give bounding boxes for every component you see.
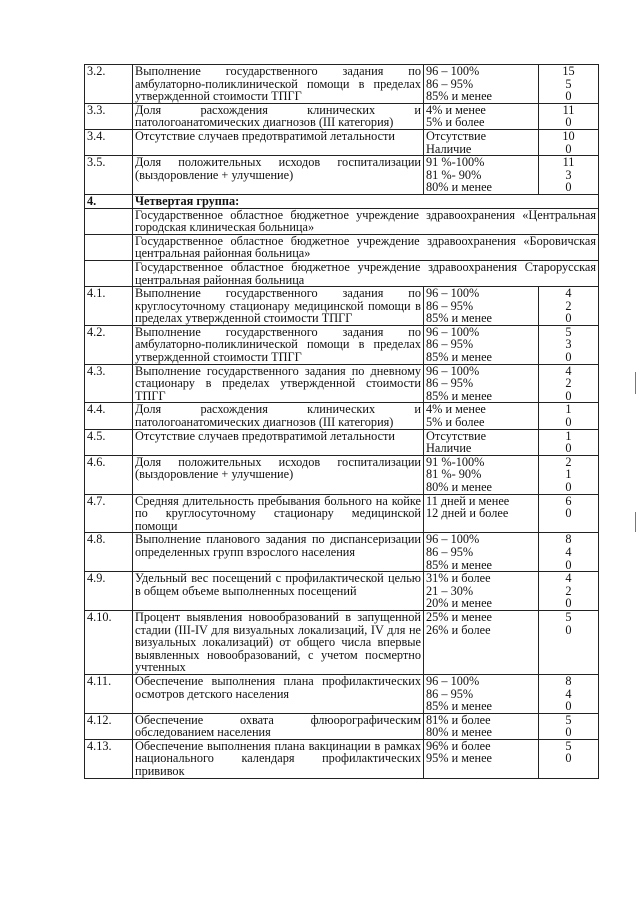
row-points <box>539 65 599 104</box>
row-number <box>85 325 133 364</box>
row-number-text: 3.3. <box>87 102 106 117</box>
row-number <box>85 65 133 104</box>
institution-row <box>85 260 599 286</box>
row-points <box>539 674 599 713</box>
points-line: 0 <box>565 622 572 637</box>
indicator-text: Доля расхождения клинических и патологоанатомических диагнозов (III категория) <box>135 402 425 430</box>
value-line: 80% и менее <box>426 725 493 740</box>
institution-name <box>133 208 599 234</box>
points-line: 11 <box>562 155 575 170</box>
points-line: 0 <box>565 115 572 130</box>
value-line: 95% и менее <box>426 751 493 766</box>
row-points <box>539 533 599 572</box>
indicator-text: Выполнение планового задания по диспансеризации определенных групп взрослого населения <box>135 532 425 559</box>
value-line: 96 – 100% <box>426 532 480 547</box>
indicator-text: Выполнение государственного задания по круглосуточному стационару медицинской помощи в пределах утвержденной стоимости ТПГГ <box>135 286 425 326</box>
value-line: Отсутствие <box>426 128 487 143</box>
points-line: 4 <box>565 686 572 701</box>
table-row <box>85 364 599 403</box>
points-line: 0 <box>565 415 572 430</box>
row-indicator <box>133 674 424 713</box>
row-values <box>424 103 539 129</box>
row-values <box>424 156 539 195</box>
institution-row <box>85 208 599 234</box>
points-line: 0 <box>565 699 572 714</box>
row-number <box>85 156 133 195</box>
points-line: 2 <box>565 583 572 598</box>
points-line: 5 <box>565 76 572 91</box>
row-indicator <box>133 287 424 326</box>
row-values <box>424 429 539 455</box>
table-row <box>85 65 599 104</box>
row-number-text: 4.9. <box>87 571 106 586</box>
indicator-text: Отсутствие случаев предотвратимой летальности <box>135 128 395 143</box>
group-title-text: Четвертая группа: <box>135 193 240 208</box>
indicator-text: Обеспечение выполнения плана профилактических осмотров детского населения <box>135 673 425 701</box>
value-line: 26% и более <box>426 622 491 637</box>
institution-number-blank <box>85 260 133 286</box>
indicator-text: Доля расхождения клинических и патологоанатомических диагнозов (III категория) <box>135 102 425 130</box>
row-points <box>539 739 599 778</box>
indicator-text: Выполнение государственного задания по амбулаторно-поликлинической помощи в пределах утвержденной стоимости ТПГГ <box>135 64 425 104</box>
indicator-text: Доля положительных исходов госпитализации (выздоровление + улучшение) <box>135 155 425 182</box>
row-indicator <box>133 429 424 455</box>
row-indicator <box>133 713 424 739</box>
row-number <box>85 713 133 739</box>
value-line: 86 – 95% <box>426 376 474 391</box>
row-points <box>539 429 599 455</box>
value-line: 85% и менее <box>426 557 493 572</box>
row-number <box>85 129 133 155</box>
row-indicator <box>133 403 424 429</box>
indicator-text: Выполнение государственного задания по дневному стационару в пределах утвержденной стоимости ТПГГ <box>135 363 425 403</box>
points-line: 4 <box>565 363 572 378</box>
row-number-text: 4.11. <box>87 673 112 688</box>
row-indicator <box>133 156 424 195</box>
value-line: 11 дней и менее <box>426 493 510 508</box>
points-line: 0 <box>565 506 572 521</box>
row-number-text: 4.3. <box>87 363 106 378</box>
points-line: 3 <box>565 167 572 182</box>
table-row <box>85 156 599 195</box>
row-number <box>85 572 133 611</box>
value-line: 81 %- 90% <box>426 167 482 182</box>
row-values <box>424 610 539 674</box>
row-points <box>539 713 599 739</box>
value-line: 12 дней и более <box>426 506 509 521</box>
row-number-text: 4.6. <box>87 454 106 469</box>
value-line: 91 %-100% <box>426 454 485 469</box>
row-values <box>424 364 539 403</box>
points-line: 0 <box>565 557 572 572</box>
row-number <box>85 287 133 326</box>
row-points <box>539 103 599 129</box>
table-row <box>85 287 599 326</box>
value-line: 96 – 100% <box>426 64 480 78</box>
value-line: 81% и более <box>426 712 491 727</box>
institution-number-blank <box>85 234 133 260</box>
points-line: 5 <box>565 609 572 624</box>
value-line: 86 – 95% <box>426 544 474 559</box>
value-line: 21 – 30% <box>426 583 474 598</box>
table-row <box>85 713 599 739</box>
row-values <box>424 287 539 326</box>
row-points <box>539 325 599 364</box>
row-number <box>85 429 133 455</box>
row-values <box>424 713 539 739</box>
value-line: 4% и менее <box>426 402 486 417</box>
group-title <box>133 194 599 208</box>
points-line: 5 <box>565 712 572 727</box>
row-number <box>85 364 133 403</box>
row-number-text: 3.2. <box>87 64 106 78</box>
row-indicator <box>133 533 424 572</box>
row-number-text: 4.7. <box>87 493 106 508</box>
scan-edge-mark <box>635 372 636 394</box>
indicator-text: Выполнение государственного задания по амбулаторно-поликлинической помощи в пределах утвержденной стоимости ТПГГ <box>135 324 425 365</box>
criteria-table <box>84 64 599 779</box>
value-line: 96 – 100% <box>426 286 480 301</box>
row-values <box>424 494 539 533</box>
value-line: Отсутствие <box>426 428 487 443</box>
indicator-text: Доля положительных исходов госпитализации (выздоровление + улучшение) <box>135 454 425 482</box>
points-line: 1 <box>565 467 572 482</box>
row-values <box>424 403 539 429</box>
table-row <box>85 610 599 674</box>
value-line: Наличие <box>426 441 472 456</box>
row-points <box>539 364 599 403</box>
row-indicator <box>133 103 424 129</box>
points-line: 1 <box>565 402 572 417</box>
points-line: 8 <box>565 673 572 688</box>
row-number <box>85 739 133 778</box>
row-values <box>424 65 539 104</box>
table-row <box>85 103 599 129</box>
row-number-text: 4.4. <box>87 402 106 417</box>
row-number-text: 4.1. <box>87 286 106 301</box>
points-line: 8 <box>565 532 572 547</box>
institution-row <box>85 234 599 260</box>
institution-name <box>133 234 599 260</box>
points-line: 2 <box>565 298 572 313</box>
row-points <box>539 572 599 611</box>
row-number <box>85 403 133 429</box>
row-number <box>85 610 133 674</box>
points-line: 4 <box>565 571 572 586</box>
scan-edge-mark <box>635 512 636 532</box>
indicator-text: Удельный вес посещений с профилактической целью в общем объеме выполненных посещений <box>135 571 425 598</box>
points-line: 0 <box>565 350 572 365</box>
row-indicator <box>133 610 424 674</box>
row-number-text: 3.4. <box>87 128 106 143</box>
row-number <box>85 455 133 494</box>
row-indicator <box>133 364 424 403</box>
table-row <box>85 674 599 713</box>
table-row <box>85 429 599 455</box>
points-line: 6 <box>565 493 572 508</box>
table-row <box>85 129 599 155</box>
row-number-text: 4.10. <box>87 609 112 624</box>
value-line: 96 – 100% <box>426 673 480 688</box>
value-line: 86 – 95% <box>426 337 474 352</box>
value-line: 86 – 95% <box>426 76 474 91</box>
value-line: 20% и менее <box>426 596 493 611</box>
row-number-text: 4.5. <box>87 428 106 443</box>
row-indicator <box>133 572 424 611</box>
points-line: 0 <box>565 596 572 611</box>
row-number <box>85 103 133 129</box>
value-line: 80% и менее <box>426 180 493 195</box>
table-row <box>85 325 599 364</box>
indicator-text: Обеспечение выполнения плана вакцинации в рамках национального календаря профилактических прививок <box>135 738 425 779</box>
value-line: 81 %- 90% <box>426 467 482 482</box>
value-line: 86 – 95% <box>426 298 474 313</box>
row-points <box>539 494 599 533</box>
value-line: 96 – 100% <box>426 363 480 378</box>
table-row <box>85 403 599 429</box>
points-line: 0 <box>565 751 572 766</box>
row-indicator <box>133 739 424 778</box>
row-values <box>424 572 539 611</box>
points-line: 5 <box>565 324 572 339</box>
institution-name <box>133 260 599 286</box>
value-line: 85% и менее <box>426 699 493 714</box>
row-points <box>539 156 599 195</box>
row-values <box>424 455 539 494</box>
points-line: 4 <box>565 544 572 559</box>
row-values <box>424 129 539 155</box>
row-indicator <box>133 129 424 155</box>
value-line: 91 %-100% <box>426 155 485 170</box>
row-points <box>539 287 599 326</box>
row-values <box>424 325 539 364</box>
institution-text: Государственное областное бюджетное учреждение здравоохранения «Боровичская центральная районная больница» <box>135 233 600 261</box>
indicator-text: Отсутствие случаев предотвратимой летальности <box>135 428 395 443</box>
row-points <box>539 455 599 494</box>
table-row <box>85 455 599 494</box>
row-points <box>539 610 599 674</box>
row-number-text: 4.13. <box>87 738 112 753</box>
group-header-row <box>85 194 599 208</box>
row-values <box>424 533 539 572</box>
table-row <box>85 533 599 572</box>
row-values <box>424 674 539 713</box>
institution-text: Государственное областное бюджетное учреждение здравоохранения «Центральная городская клиническая больница» <box>135 207 600 235</box>
institution-number-blank <box>85 208 133 234</box>
value-line: 96 – 100% <box>426 324 480 339</box>
group-number <box>85 194 133 208</box>
points-line: 2 <box>565 376 572 391</box>
row-number-text: 4.2. <box>87 324 106 339</box>
row-number-text: 3.5. <box>87 155 106 170</box>
row-number <box>85 674 133 713</box>
points-line: 11 <box>562 102 575 117</box>
value-line: 96% и более <box>426 738 491 753</box>
points-line: 3 <box>565 337 572 352</box>
row-indicator <box>133 494 424 533</box>
value-line: 80% и менее <box>426 480 493 494</box>
points-line: 15 <box>562 64 575 78</box>
row-number <box>85 494 133 533</box>
table-row <box>85 494 599 533</box>
row-values <box>424 739 539 778</box>
value-line: 31% и более <box>426 571 491 586</box>
value-line: 86 – 95% <box>426 686 474 701</box>
points-line: 0 <box>565 141 572 156</box>
indicator-text: Процент выявления новообразований в запущенной стадии (III-IV для визуальных локализаций, IV для не визуальных локализаций) от общего числа впервые выявленных новообразований, с учетом посмертно учтенных <box>135 609 425 675</box>
row-indicator <box>133 325 424 364</box>
row-indicator <box>133 65 424 104</box>
row-number-text: 4.8. <box>87 532 106 547</box>
table-row <box>85 739 599 778</box>
value-line: 85% и менее <box>426 311 493 326</box>
row-number-text: 4.12. <box>87 712 112 727</box>
value-line: 85% и менее <box>426 388 493 403</box>
value-line: Наличие <box>426 141 472 156</box>
table-row <box>85 572 599 611</box>
value-line: 5% и более <box>426 415 485 430</box>
points-line: 10 <box>562 128 575 143</box>
points-line: 0 <box>565 311 572 326</box>
points-line: 0 <box>565 725 572 740</box>
row-points <box>539 403 599 429</box>
row-number <box>85 533 133 572</box>
points-line: 2 <box>565 454 572 469</box>
points-line: 1 <box>565 428 572 443</box>
points-line: 0 <box>565 480 572 494</box>
points-line: 0 <box>565 89 572 104</box>
value-line: 25% и менее <box>426 609 493 624</box>
value-line: 85% и менее <box>426 350 493 365</box>
points-line: 5 <box>565 738 572 753</box>
points-line: 4 <box>565 286 572 301</box>
points-line: 0 <box>565 441 572 456</box>
points-line: 0 <box>565 180 572 195</box>
indicator-text: Обеспечение охвата флюорографическим обследованием населения <box>135 712 425 740</box>
points-line: 0 <box>565 388 572 403</box>
row-points <box>539 129 599 155</box>
value-line: 85% и менее <box>426 89 493 104</box>
value-line: 4% и менее <box>426 102 486 117</box>
group-number-text: 4. <box>87 193 97 208</box>
value-line: 5% и более <box>426 115 485 130</box>
row-indicator <box>133 455 424 494</box>
indicator-text: Средняя длительность пребывания больного на койке по круглосуточному стационару медицинской помощи <box>135 493 425 533</box>
institution-text: Государственное областное бюджетное учреждение здравоохранения Старорусская центральная районная больница <box>135 259 600 287</box>
